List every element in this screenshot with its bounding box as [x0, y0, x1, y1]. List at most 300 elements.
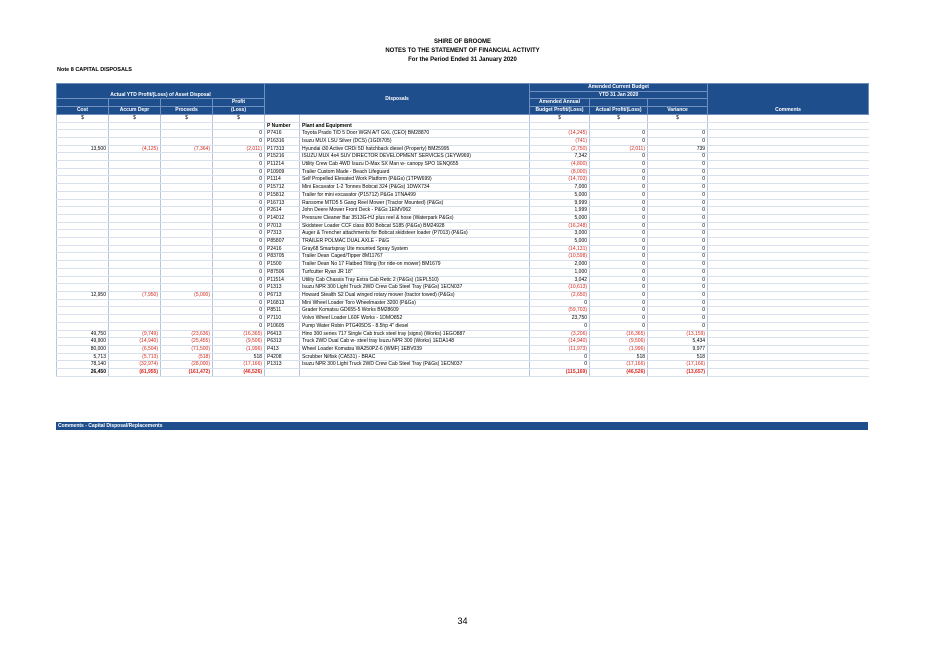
cell-amended: 23,750 [530, 315, 590, 323]
cell-desc: Auger & Trencher attachments for Bobcat skidsteer loader (P7013) (P&Gs) [300, 230, 530, 238]
cell-cost [57, 153, 109, 161]
cell-cost: 5,713 [57, 353, 109, 361]
cell-desc: TRAILER POLMAC DUAL AXLE - P&G [300, 238, 530, 246]
cell-desc: Mini Excavator 1-2 Tonnes Bobcat 324 (P&Gs) 1DWX734 [300, 184, 530, 192]
cell-pnum: P15712 [265, 184, 300, 192]
cell-cost [57, 137, 109, 145]
table-row [57, 168, 869, 176]
cell-desc: Isuzu MUX LSU Silver (DCS) (1GDI705) [300, 137, 530, 145]
cell-cost: 26,450 [57, 369, 109, 377]
cell-actual: 0 [590, 153, 648, 161]
table-row [57, 245, 869, 253]
cell-pnum: P2416 [265, 245, 300, 253]
cell-accum [109, 261, 161, 269]
cell-pnum: P15812 [265, 191, 300, 199]
cell-accum: (81,955) [109, 369, 161, 377]
header-row-1 [57, 84, 869, 92]
cell-desc: Grader Komatsu GD655-5 Works BM28609 [300, 307, 530, 315]
cell-pnum: P6313 [265, 338, 300, 346]
cell-variance: 0 [648, 161, 708, 169]
cell-proceeds [161, 222, 213, 230]
cell-cost [57, 276, 109, 284]
cell-cost [57, 307, 109, 315]
cell-profit: (9,506) [213, 338, 265, 346]
cell-accum [109, 137, 161, 145]
cell-variance: 0 [648, 176, 708, 184]
cell-proceeds [161, 284, 213, 292]
cell-pnum: P8511 [265, 307, 300, 315]
table-row [57, 130, 869, 138]
cell-pnum: P15216 [265, 153, 300, 161]
cell-proceeds [161, 207, 213, 215]
cell-comments [708, 268, 869, 276]
cell-actual: 0 [590, 130, 648, 138]
cell-proceeds [161, 230, 213, 238]
cell-variance: 0 [648, 153, 708, 161]
cell-variance: 0 [648, 191, 708, 199]
cell-comments [708, 338, 869, 346]
cell-comments [708, 161, 869, 169]
cell-pnum: P87506 [265, 268, 300, 276]
cell-accum: (6,504) [109, 345, 161, 353]
report-period: For the Period Ended 31 January 2020 [408, 57, 517, 63]
cell-variance: 0 [648, 199, 708, 207]
cell-cost [57, 315, 109, 323]
table-row [57, 161, 869, 169]
cell-accum [109, 284, 161, 292]
cell-pnum: P1313 [265, 284, 300, 292]
cell-comments [708, 153, 869, 161]
cell-actual: 0 [590, 284, 648, 292]
cell-pnum: P2614 [265, 207, 300, 215]
page-number: 34 [457, 616, 468, 626]
table-row [57, 238, 869, 246]
cell-cost [57, 230, 109, 238]
cell-cost [57, 176, 109, 184]
cell-amended: (59,703) [530, 307, 590, 315]
cell-variance: 0 [648, 207, 708, 215]
cell-comments [708, 245, 869, 253]
cell-amended: 5,000 [530, 191, 590, 199]
cell-desc: Hino 300 series 717 Single Cab truck steel tray (signs) (Works) 1EGO887 [300, 330, 530, 338]
cell-accum [109, 153, 161, 161]
cell-amended: 0 [530, 353, 590, 361]
cell-variance: 0 [648, 261, 708, 269]
table-row [57, 353, 869, 361]
cell-cost [57, 199, 109, 207]
cell-amended: (10,613) [530, 284, 590, 292]
col-header-proceeds: Proceeds [161, 107, 213, 115]
cell-cost [57, 299, 109, 307]
cell-cost: 49,900 [57, 338, 109, 346]
cell-amended: (14,245) [530, 130, 590, 138]
cell-desc: Howard Stealth S2 Dual winged rotary mower (tractor towed) (P&Gs) [300, 291, 530, 299]
cell-actual: 0 [590, 322, 648, 330]
cell-variance: 0 [648, 315, 708, 323]
cell-cost [57, 261, 109, 269]
cell-profit: 0 [213, 276, 265, 284]
cell-amended: 3,000 [530, 230, 590, 238]
cell-actual: 0 [590, 176, 648, 184]
cell-proceeds [161, 299, 213, 307]
cell-profit: 0 [213, 199, 265, 207]
cell-variance: 0 [648, 168, 708, 176]
cell-proceeds: (5,000) [161, 291, 213, 299]
cell-comments [708, 199, 869, 207]
cell-profit: 0 [213, 137, 265, 145]
group-header-disposals: Disposals [265, 84, 530, 115]
cell-accum [109, 207, 161, 215]
col-header-budget-profit: Budget Profit/(Loss) [530, 107, 590, 115]
cell-proceeds [161, 153, 213, 161]
cell-profit: 0 [213, 191, 265, 199]
cell-actual: 0 [590, 238, 648, 246]
cell-pnum: P11214 [265, 161, 300, 169]
table-row [57, 184, 869, 192]
cell-cost: 80,000 [57, 345, 109, 353]
cell-proceeds [161, 168, 213, 176]
cell-cost [57, 222, 109, 230]
cell-actual: 0 [590, 253, 648, 261]
cell-amended: (10,598) [530, 253, 590, 261]
cell-accum [109, 253, 161, 261]
cell-profit: (1,996) [213, 345, 265, 353]
cell-desc: Pressure Cleaner Bar 3513G-HJ plus reel & hose (Waterpark P&Gs) [300, 214, 530, 222]
cell-accum [109, 238, 161, 246]
cell-accum [109, 184, 161, 192]
cell-desc: Turfcutter Ryan JR 18" [300, 268, 530, 276]
cell-pnum: P17313 [265, 145, 300, 153]
table-row [57, 261, 869, 269]
cell-proceeds [161, 214, 213, 222]
table-row [57, 153, 869, 161]
cell-amended: 2,000 [530, 261, 590, 269]
table-row [57, 191, 869, 199]
cell-actual: 518 [590, 353, 648, 361]
currency-profit: $ [213, 114, 265, 122]
table-row [57, 230, 869, 238]
cell-profit: 0 [213, 322, 265, 330]
cell-profit: 518 [213, 353, 265, 361]
cell-desc: Scrubber Nilfisk (CA531) - BRAC [300, 353, 530, 361]
cell-variance: (17,166) [648, 361, 708, 369]
cell-pnum: P1313 [265, 361, 300, 369]
table-row [57, 307, 869, 315]
cell-comments [708, 330, 869, 338]
cell-accum: (9,749) [109, 330, 161, 338]
cell-profit: 0 [213, 214, 265, 222]
group-header-ytd: Actual YTD Profit/(Loss) of Asset Disposal [57, 84, 265, 99]
cell-actual: (17,166) [590, 361, 648, 369]
cell-profit: 0 [213, 268, 265, 276]
cell-desc: Utility Crew Cab 4WD Isuzu D-Max SX Man w- canopy SPO 1ENQ655 [300, 161, 530, 169]
cell-variance: 9,977 [648, 345, 708, 353]
cell-pnum: P1114 [265, 176, 300, 184]
currency-actual: $ [590, 114, 648, 122]
cell-profit: 0 [213, 176, 265, 184]
table-row [57, 268, 869, 276]
cell-comments [708, 191, 869, 199]
cell-actual: (2,011) [590, 145, 648, 153]
cell-variance: 0 [648, 130, 708, 138]
table-row [57, 176, 869, 184]
cell-cost [57, 268, 109, 276]
cell-pnum: P413 [265, 345, 300, 353]
cell-profit: (2,011) [213, 145, 265, 153]
cell-actual: 0 [590, 315, 648, 323]
cell-amended: 0 [530, 361, 590, 369]
group-header-ytd-date: YTD 31 Jan 2020 [530, 91, 708, 99]
cell-comments [708, 284, 869, 292]
cell-variance: 518 [648, 353, 708, 361]
cell-actual: 0 [590, 184, 648, 192]
currency-row [57, 114, 869, 122]
table-row [57, 284, 869, 292]
cell-desc: Toyota Prado T/D 5 Door WGN A/T GXL (CEO) BM28870 [300, 130, 530, 138]
currency-cost: $ [57, 114, 109, 122]
cell-accum [109, 315, 161, 323]
table-row [57, 222, 869, 230]
col-header-cost: Cost [57, 107, 109, 115]
cell-actual: 0 [590, 137, 648, 145]
cell-variance: (13,657) [648, 369, 708, 377]
currency-proceeds: $ [161, 114, 213, 122]
cell-profit: (46,526) [213, 369, 265, 377]
cell-pnum: P10605 [265, 322, 300, 330]
note-title: Note 8 CAPITAL DISPOSALS [57, 67, 132, 73]
cell-accum [109, 245, 161, 253]
cell-amended: 9,999 [530, 199, 590, 207]
cell-accum [109, 322, 161, 330]
cell-cost [57, 184, 109, 192]
cell-proceeds [161, 322, 213, 330]
cell-pnum: P1500 [265, 261, 300, 269]
cell-profit: 0 [213, 168, 265, 176]
col-header-accum-depr: Accum Depr [109, 107, 161, 115]
cell-amended: (741) [530, 137, 590, 145]
cell-accum [109, 307, 161, 315]
cell-pnum: P10909 [265, 168, 300, 176]
report-org-title: SHIRE OF BROOME [433, 39, 491, 45]
cell-variance: 0 [648, 291, 708, 299]
cell-comments [708, 369, 869, 377]
cell-amended: (8,000) [530, 168, 590, 176]
cell-accum: (7,950) [109, 291, 161, 299]
cell-pnum: P14012 [265, 214, 300, 222]
section-label: Plant and Equipment [300, 122, 530, 130]
cell-desc: Volvo Wheel Loader L60F Works - 1DMO852 [300, 315, 530, 323]
cell-amended: 3,042 [530, 276, 590, 284]
cell-amended: (16,248) [530, 222, 590, 230]
cell-pnum: P6713 [265, 291, 300, 299]
cell-cost [57, 191, 109, 199]
cell-profit: 0 [213, 230, 265, 238]
cell-actual: 0 [590, 299, 648, 307]
cell-variance: 0 [648, 137, 708, 145]
cell-desc: Isuzu NPR 300 Light Truck 2WD Crew Cab Steel Tray (P&Gs) 1ECN037 [300, 284, 530, 292]
cell-variance: 739 [648, 145, 708, 153]
cell-profit: 0 [213, 307, 265, 315]
cell-accum [109, 230, 161, 238]
cell-profit: 0 [213, 291, 265, 299]
cell-comments [708, 137, 869, 145]
cell-proceeds [161, 315, 213, 323]
cell-desc: John Deere Mower Front Deck - P&Gs 1EMV062 [300, 207, 530, 215]
table-row [57, 345, 869, 353]
cell-comments [708, 207, 869, 215]
cell-cost: 49,750 [57, 330, 109, 338]
cell-proceeds [161, 238, 213, 246]
cell-desc [300, 369, 530, 377]
cell-actual: 0 [590, 276, 648, 284]
cell-cost [57, 207, 109, 215]
cell-accum: (4,125) [109, 145, 161, 153]
cell-desc: Trailer Dean No 17 Flatbed Tilting (for ride-on mower) BM1679 [300, 261, 530, 269]
cell-comments [708, 230, 869, 238]
cell-pnum: P16713 [265, 199, 300, 207]
cell-actual: 0 [590, 307, 648, 315]
cell-desc: Trailer for mini excavator (P15712) P&Gs 1TNA499 [300, 191, 530, 199]
cell-variance: 0 [648, 245, 708, 253]
currency-variance: $ [648, 114, 708, 122]
cell-cost [57, 161, 109, 169]
cell-comments [708, 222, 869, 230]
cell-accum: (14,940) [109, 338, 161, 346]
cell-profit: 0 [213, 130, 265, 138]
cell-comments [708, 353, 869, 361]
cell-accum [109, 222, 161, 230]
comments-bar: Comments - Capital Disposal/Replacements [56, 422, 868, 430]
cell-actual: (16,365) [590, 330, 648, 338]
cell-desc: Skidsteer Loader CCF class 800 Bobcat S185 (P&Gs) BM24928 [300, 222, 530, 230]
cell-variance: 0 [648, 307, 708, 315]
cell-desc: Isuzu NPR 300 Light Truck 2WD Crew Cab Steel Tray (P&Gs) 1ECN037 [300, 361, 530, 369]
col-header-profit: Profit [213, 99, 265, 107]
cell-variance: 0 [648, 214, 708, 222]
currency-amended: $ [530, 114, 590, 122]
cell-variance: 0 [648, 276, 708, 284]
table-row [57, 145, 869, 153]
currency-accum: $ [109, 114, 161, 122]
cell-cost: 12,950 [57, 291, 109, 299]
cell-actual: 0 [590, 230, 648, 238]
cell-desc: Trailer Dean Caged/Tipper 8M11767 [300, 253, 530, 261]
cell-amended: 1,999 [530, 207, 590, 215]
cell-accum [109, 130, 161, 138]
cell-proceeds [161, 161, 213, 169]
cell-proceeds [161, 253, 213, 261]
table-row [57, 315, 869, 323]
cell-variance: 0 [648, 238, 708, 246]
cell-amended: (4,800) [530, 161, 590, 169]
table-row [57, 276, 869, 284]
cell-comments [708, 307, 869, 315]
cell-comments [708, 238, 869, 246]
cell-pnum: P83705 [265, 253, 300, 261]
cell-amended: 7,342 [530, 153, 590, 161]
cell-comments [708, 291, 869, 299]
cell-pnum [265, 369, 300, 377]
cell-profit: 0 [213, 207, 265, 215]
cell-actual: 0 [590, 161, 648, 169]
cell-amended: 5,000 [530, 214, 590, 222]
cell-variance: (13,159) [648, 330, 708, 338]
cell-profit: 0 [213, 222, 265, 230]
cell-proceeds [161, 261, 213, 269]
cell-proceeds [161, 176, 213, 184]
cell-actual: 0 [590, 191, 648, 199]
report-subtitle: NOTES TO THE STATEMENT OF FINANCIAL ACTIVITY [385, 48, 540, 54]
cell-pnum: P16316 [265, 137, 300, 145]
cell-amended: (115,169) [530, 369, 590, 377]
cell-amended: 5,000 [530, 238, 590, 246]
cell-proceeds: (23,636) [161, 330, 213, 338]
cell-desc: Utility Cab Chassis Tray Extra Cab Retic 2 (P&Gs) (1EPL510) [300, 276, 530, 284]
cell-comments [708, 184, 869, 192]
cell-pnum: P4208 [265, 353, 300, 361]
cell-variance: 0 [648, 222, 708, 230]
table-row [57, 330, 869, 338]
cell-actual: (9,506) [590, 338, 648, 346]
table-row [57, 322, 869, 330]
cell-proceeds: (161,472) [161, 369, 213, 377]
section-row [57, 122, 869, 130]
cell-profit: 0 [213, 284, 265, 292]
cell-proceeds [161, 245, 213, 253]
cell-comments [708, 276, 869, 284]
cell-pnum: P11514 [265, 276, 300, 284]
cell-cost [57, 253, 109, 261]
cell-accum: (32,974) [109, 361, 161, 369]
cell-actual: 0 [590, 245, 648, 253]
cell-accum [109, 276, 161, 284]
cell-accum [109, 168, 161, 176]
cell-accum [109, 191, 161, 199]
cell-amended: 0 [530, 299, 590, 307]
table-row [57, 253, 869, 261]
cell-proceeds [161, 191, 213, 199]
cell-profit: 0 [213, 153, 265, 161]
cell-actual: 0 [590, 291, 648, 299]
cell-comments [708, 345, 869, 353]
cell-proceeds [161, 268, 213, 276]
cell-amended: (3,206) [530, 330, 590, 338]
cell-variance: 0 [648, 230, 708, 238]
cell-amended: (14,131) [530, 245, 590, 253]
cell-pnum: P7313 [265, 230, 300, 238]
cell-actual: 0 [590, 268, 648, 276]
cell-pnum: P7110 [265, 315, 300, 323]
cell-accum [109, 299, 161, 307]
cell-pnum: P7013 [265, 222, 300, 230]
cell-proceeds [161, 130, 213, 138]
table-row [57, 291, 869, 299]
cell-comments [708, 145, 869, 153]
cell-desc: ISUZU MUX 4x4 SUV DIRECTOR DEVELOPMENT SERVICES (1EYW969) [300, 153, 530, 161]
cell-desc: Truck 2WD Dual Cab w- steel tray Isuzu NPR 300 (Works) 1EDA148 [300, 338, 530, 346]
cell-profit: 0 [213, 299, 265, 307]
cell-variance: 0 [648, 184, 708, 192]
cell-cost [57, 284, 109, 292]
cell-profit: 0 [213, 184, 265, 192]
cell-variance: 0 [648, 284, 708, 292]
cell-comments [708, 176, 869, 184]
cell-proceeds: (518) [161, 353, 213, 361]
cell-actual: 0 [590, 214, 648, 222]
cell-profit: 0 [213, 161, 265, 169]
cell-desc: Wheel Loader Komatsu WA250PZ-6 (WMF) 1EBV039 [300, 345, 530, 353]
col-header-loss: (Loss) [213, 107, 265, 115]
